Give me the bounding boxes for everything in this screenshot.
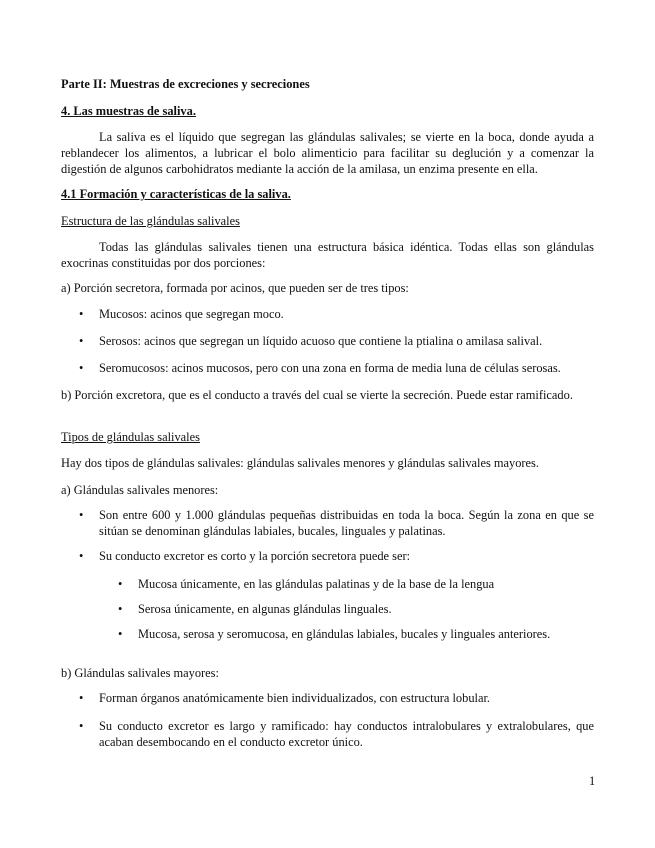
- sub-list-item-text: Mucosa únicamente, en las glándulas palatinas y de la base de la lengua: [138, 577, 495, 591]
- bullet-icon: •: [118, 627, 123, 641]
- excretory-text: b) Porción excretora, que es el conducto a través del cual se vierte la secreción. Puede estar ramificado.: [61, 388, 573, 402]
- list-item: [79, 360, 594, 376]
- list-item: [79, 507, 594, 539]
- part-title: Parte II: Muestras de excreciones y secreciones: [61, 77, 310, 91]
- minor-heading: a) Glándulas salivales menores:: [61, 483, 219, 497]
- bullet-icon: •: [118, 602, 123, 616]
- major-heading: b) Glándulas salivales mayores:: [61, 666, 219, 680]
- bullet-icon: •: [79, 508, 84, 522]
- types-intro: Hay dos tipos de glándulas salivales: glándulas salivales menores y glándulas salivales mayores.: [61, 456, 539, 470]
- sub-list-item: [118, 626, 594, 642]
- list-item: [79, 718, 594, 750]
- list-item-text: Su conducto excretor es largo y ramificado: hay conductos intralobulares y extralobulares, que acaban desembocando en el conducto excretor único.: [99, 719, 594, 749]
- sub-list-item-text: Serosa únicamente, en algunas glándulas linguales.: [138, 602, 392, 616]
- sub-list-item-text: Mucosa, serosa y seromucosa, en glándulas labiales, bucales y linguales anteriores.: [138, 627, 551, 641]
- bullet-icon: •: [79, 691, 84, 705]
- types-heading: Tipos de glándulas salivales: [61, 430, 200, 444]
- bullet-icon: •: [79, 361, 84, 375]
- list-item-text: Forman órganos anatómicamente bien individualizados, con estructura lobular.: [99, 691, 491, 705]
- secretory-intro: a) Porción secretora, formada por acinos, que pueden ser de tres tipos:: [61, 281, 409, 295]
- intro-paragraph: La saliva es el líquido que segregan las glándulas salivales; se vierte en la boca, donde ayuda a reblandecer los alimentos, a lubricar el bolo alimenticio para facilitar su deglución y a comenzar la digestión de algunos carbohidratos mediante la acción de la amilasa, un enzima presente en ella.: [61, 130, 594, 176]
- list-item-text: Serosos: acinos que segregan un líquido acuoso que contiene la ptialina o amilasa salival.: [99, 334, 543, 348]
- list-item-text: Seromucosos: acinos mucosos, pero con una zona en forma de media luna de células serosas.: [99, 361, 561, 375]
- section-4-title: 4. Las muestras de saliva.: [61, 104, 196, 118]
- list-item: [79, 306, 594, 322]
- list-item: [79, 548, 594, 564]
- bullet-icon: •: [79, 549, 84, 563]
- list-item-text: Mucosos: acinos que segregan moco.: [99, 307, 284, 321]
- sub-list-item: [118, 576, 594, 592]
- bullet-icon: •: [79, 334, 84, 348]
- page-number: 1: [589, 774, 596, 788]
- bullet-icon: •: [79, 719, 84, 733]
- list-item-text: Son entre 600 y 1.000 glándulas pequeñas distribuidas en toda la boca. Según la zona en que se sitúan se denominan glándulas labiales, bucales, linguales y palatinas.: [99, 508, 594, 538]
- structure-paragraph: Todas las glándulas salivales tienen una estructura básica idéntica. Todas ellas son glándulas exocrinas constituidas por dos porciones:: [61, 240, 594, 270]
- sub-list-item: [118, 601, 594, 617]
- list-item: [79, 690, 594, 706]
- list-item-text: Su conducto excretor es corto y la porción secretora puede ser:: [99, 549, 411, 563]
- section-4-1-title: 4.1 Formación y características de la saliva.: [61, 187, 291, 201]
- list-item: [79, 333, 594, 349]
- structure-heading: Estructura de las glándulas salivales: [61, 214, 240, 228]
- bullet-icon: •: [79, 307, 84, 321]
- bullet-icon: •: [118, 577, 123, 591]
